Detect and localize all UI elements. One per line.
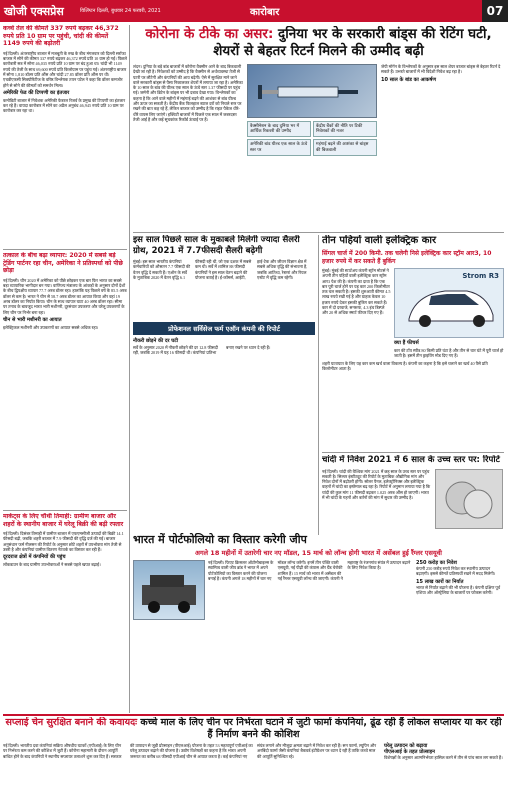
salary-subhead: नौकरी छोड़ने की दर घटी [133,338,179,344]
lead-fact-box: महंगाई बढ़ने की आशंका से बांड्स की बिकवाली [313,139,377,155]
car-photo [394,268,504,338]
pharma-subhead: घरेलू उत्पादन को बढ़ावा [384,743,428,749]
divider [322,452,504,453]
gold-headline: कच्चे तेल की कीमतें 337 रुपये बढ़कर 46,372 रुपये प्रति 10 ग्राम पर पहुंची, चांदी की कीमतें 1149 रुपये की बढ़ोतरी [3,25,119,48]
jeep-body-2: कंपनी 250 करोड़ रुपये निवेश कर स्थानीय उत्पादन बढ़ाएगी। इससे कीमतें प्रतिस्पर्धी रखने में मदद मिलेगी। [416,566,496,577]
fmcg-body-2: लॉकडाउन के बाद ग्रामीण उपभोक्ताओं ने सबसे पहले खपत बढ़ाई। [3,562,101,568]
divider [3,510,127,511]
salary-banner: प्रोफेशनल सर्विसेज फर्म एऑन कंपनी की रिपोर्ट [133,322,315,335]
vaccine-syringe-icon [248,65,378,119]
ev-features-subhead: क्या हैं फीचर्स [394,340,419,346]
jeep-subhead-export: 15 लाख कारों का निर्यात [416,578,464,585]
trade-story [3,252,127,508]
column-rule [129,25,130,713]
jeep-story [133,533,504,711]
pharma-headline-main: कच्चे माल के लिए चीन पर निर्भरता घटाने में जुटी फार्मा कंपनियां, ढूंढ रही हैं लोकल सप्लायर या कर रही हैं निर्माण बनने की कोशिश [140,717,502,740]
pharma-headline-kicker: सप्लाई चेन सुरक्षित बनाने की कवायदः [5,717,138,728]
jeep-subhead: अगले 18 महीनों में उतारेगी चार नए मॉडल, 15 मार्च को लॉन्च होगी भारत में असेंबल हुई रैंग्लर एसयूवी [195,549,442,557]
pharma-headline [3,717,504,740]
jeep-photo [133,560,205,620]
jeep-body-3: भारत से निर्यात बढ़ाने की भी योजना है। कंपनी दक्षिण पूर्व एशिया और ऑस्ट्रेलिया के बाजारों पर फोकस करेगी। [416,584,501,595]
salary-story [133,235,315,395]
jeep-headline: भारत में पोर्टफोलियो का विस्तार करेगी जीप [133,533,307,546]
gold-story [3,25,127,247]
ev-body-3: शहरी यातायात के लिए यह कार कम खर्च वाला विकल्प है। कंपनी का कहना है कि इसे चलाने का खर्च 40 पैसे प्रति किलोमीटर आता है। [322,360,488,371]
lead-illustration [247,64,377,118]
silver-coins-photo [435,469,503,529]
salary-body-2: सर्वे के अनुसार 2020 में नौकरी छोड़ने की दर 12.8 फीसदी रही, जबकि 2019 में यह 16 फीसदी थी। कंपनियां प्रतिभा बनाए रखने पर ध्यान दे रही हैं। [133,345,271,356]
lead-headline [133,26,504,60]
edition-date: विलिंग्टन दिल्ली, बुधवार 24 फरवरी, 2021 [80,8,161,14]
lead-fact-box: वैक्सीनेशन के बाद दुनिया भर में आर्थिक रिकवरी की उम्मीद [247,121,311,137]
lead-fact-box: अमेरिकी बांड यील्ड एक साल के ऊंचे स्तर पर [247,139,311,155]
lead-body-2: जेपी मॉर्गन के विश्लेषकों के अनुसार इस साल शेयर बाजार बांड्स से बेहतर रिटर्न दे सकते हैं। उभरते बाजारों में भी विदेशी निवेश बढ़ रहा है। [381,64,501,75]
lead-fact-box: केंद्रीय बैंकों की नीति पर टिकी निवेशकों की नजर [313,121,377,137]
lead-story [133,26,504,230]
fmcg-body: नई दिल्ली। दिसंबर तिमाही में ग्रामीण बाजार में एफएमसीजी उत्पादों की बिक्री 14.1 फीसदी बढ़ी, जबकि शहरी बाजार में 7.9 फीसदी की वृद्धि दर्ज की गई। बाजार अनुसंधान फर्म नीलसन की रिपोर्ट के अनुसार छोटे शहरों में उपभोक्ता मांग तेजी से उबरी है और कंपनियां ग्रामीण वितरण नेटवर्क का विस्तार कर रही हैं। [3,531,124,553]
jeep-suv-icon [134,561,206,621]
divider [3,714,504,716]
fmcg-subhead: दूरदराज क्षेत्रों में कंपनियों की पहुंच [3,554,66,561]
trade-subhead: चीन से भारी मशीनरी का आयात [3,316,62,323]
ev-body-2: कार की टॉप स्पीड 80 किमी प्रति घंटा है और तीन से चार घंटे में पूरी चार्ज हो जाती है। इसमें तीन ड्राइविंग मोड दिए गए हैं। [394,348,504,359]
divider [133,232,504,233]
gold-body-2: कमोडिटी बाजार में निवेशक अमेरिकी फेडरल रिजर्व के प्रमुख की टिप्पणी का इंतजार कर रहे हैं। वायदा कारोबार में सोने का अप्रैल अनुबंध 46,945 रुपये प्रति 10 ग्राम पर कारोबार कर रहा था। [3,97,126,114]
pharma-body: नई दिल्ली। भारतीय दवा कंपनियां सक्रिय औषधीय घटकों (एपीआई) के लिए चीन पर निर्भरता कम करने की कोशिश में जुटी हैं। कोरोना महामारी के दौरान आपूर्ति बाधित होने के बाद कंपनियों ने स्थानीय सप्लायर तलाशने शुरू कर दिए हैं। सरकार की उत्पादन से जुड़ी प्रोत्साहन (पीएलआई) योजना के तहत 53 महत्वपूर्ण एपीआई का घरेलू उत्पादन बढ़ाने की योजना है। उद्योग विशेषज्ञों का कहना है कि भारत अपनी जरूरत का करीब 68 फीसदी एपीआई चीन से आयात करता है। कई कंपनियां नए संयंत्र लगाने और मौजूदा क्षमता बढ़ाने में निवेश कर रही हैं। सन फार्मा, ल्यूपिन और अरबिंदो फार्मा जैसी कंपनियां बैकवर्ड इंटीग्रेशन पर ध्यान दे रही हैं ताकि कच्चे माल की आपूर्ति सुनिश्चित रहे। [3,743,377,759]
pharma-body-2: विशेषज्ञों के अनुसार आत्मनिर्भरता हासिल करने में तीन से पांच साल लग सकते हैं। [384,755,503,760]
pharma-subhead-2: पीएलआई के तहत प्रोत्साहन [384,749,435,755]
fmcg-story [3,513,127,713]
lead-subhead: 10 साल के बांड का आकर्षण [381,76,436,83]
jeep-body: नई दिल्ली। फिएट क्रिसलर ऑटोमोबाइल्स के स्वामित्व वाली जीप ब्रांड ने भारत में अपने पोर्टफोलियो का विस्तार करने की योजना बनाई है। कंपनी अगले 18 महीनों में चार नए मॉडल लॉन्च करेगी। इनमें तीन पंक्ति वाली एसयूवी, नई पीढ़ी की कंपास और ग्रैंड चेरोकी शामिल हैं। 15 मार्च को भारत में असेंबल की गई रैंग्लर एसयूवी लॉन्च की जाएगी। कंपनी ने महाराष्ट्र के रंजनगांव संयंत्र में उत्पादन बढ़ाने के लिए निवेश किया है। [208,560,411,581]
ev-subhead: सिंगल चार्ज में 200 किमी. तक चलेगी निसे इलेक्ट्रिक कार स्ट्रॉम आर3, 10 हजार रुपये में कर सकते हैं बुकिंग [322,250,492,265]
column-rule [318,235,319,535]
trade-body-2: इलेक्ट्रिकल मशीनरी और उपकरणों का आयात सबसे अधिक रहा। [3,324,99,330]
divider [3,249,127,250]
ev-story [322,235,504,450]
salary-headline: इस साल पिछले साल के मुकाबले मिलेगी ज्यादा सैलरी ग्रोथ, 2021 में 7.7फीसदी सैलरी बढ़ेगी [133,235,300,256]
lead-headline-main: दुनिया भर के सरकारी बांड्स की रेटिंग घटी, शेयरों से बेहतर रिटर्न मिलने की उम्मीद बढ़ी [213,26,492,59]
silver-body: नई दिल्ली। चांदी की वैश्विक मांग 2021 में छह साल के उच्च स्तर पर पहुंच सकती है। सिल्वर इंस्टीट्यूट की रिपोर्ट के मुताबिक औद्योगिक मांग और निवेश दोनों में बढ़ोतरी होगी। सोलर पैनल, इलेक्ट्रॉनिक्स और इलेक्ट्रिक वाहनों में चांदी का इस्तेमाल बढ़ रहा है। रिपोर्ट में अनुमान लगाया गया है कि चांदी की कुल मांग 11 फीसदी बढ़कर 1.025 अरब औंस हो जाएगी। भारत में भी चांदी के गहनों और बर्तनों की मांग में सुधार की उम्मीद है। [322,468,431,500]
silver-coins-icon [436,470,504,530]
gold-subhead: अमेरिकी फेड की टिप्पणी का इंतजार [3,89,70,96]
trade-headline: तत्काल के बीच बढ़ा व्यापार: 2020 में सबसे बड़े ट्रेडिंग पार्टनर रहा चीन, अमेरिका ने प्रतिस्पर्धा को पीछे छोड़ा [3,252,123,275]
gold-body: नई दिल्ली। अंतरराष्ट्रीय बाजार में मजबूती के रुख के बीच मंगलवार को दिल्ली सर्राफा बाजार में सोने की कीमत 337 रुपये बढ़कर 46,372 रुपये प्रति 10 ग्राम हो गई। पिछले कारोबारी सत्र में सोना 46,035 रुपये प्रति 10 ग्राम पर बंद हुआ था। चांदी भी 1149 रुपये की तेजी के साथ 69,600 रुपये प्रति किलोग्राम पर पहुंच गई। अंतरराष्ट्रीय बाजार में सोना 1,810 डॉलर प्रति औंस और चांदी 27.85 डॉलर प्रति औंस पर थी। एचडीएफसी सिक्योरिटीज के वरिष्ठ विश्लेषक तपन पटेल ने कहा कि डॉलर कमजोर होने से सोने की कीमतों को समर्थन मिला। [3,50,127,88]
masthead [0,0,508,22]
trade-body: नई दिल्ली। चीन 2020 में अमेरिका को पीछे छोड़कर एक बार फिर भारत का सबसे बड़ा व्यापारिक भागीदार बन गया। वाणिज्य मंत्रालय के आंकड़ों के अनुसार दोनों देशों के बीच द्विपक्षीय व्यापार 77.7 अरब डॉलर रहा। हालांकि यह पिछले वर्ष के 85.5 अरब डॉलर से कम है। भारत ने चीन से 58.7 अरब डॉलर का आयात किया और वहां 19 अरब डॉलर का निर्यात किया। चीन के साथ व्यापार घाटा 40 अरब डॉलर रहा। सीमा पर तनाव के बावजूद भारत भारी मशीनरी, दूरसंचार उपकरण और घरेलू उपकरणों के लिए चीन पर निर्भर बना रहा। [3,277,127,315]
newspaper-logo: खोजी एक्सप्रेस [4,4,64,18]
ev-headline: तीन पहियों वाली इलेक्ट्रिक कार [322,235,437,246]
fmcg-headline: मार्केट्स के लिए चौथी तिमाही: ग्रामीण बाजार और शहरों के स्थानीय बाजार में घरेलू बिक्री की बढ़ी रफ्तार [3,513,124,528]
lead-headline-kicker: कोरोना के टीके का असर: [145,26,274,42]
ev-body: मुंबई। मुंबई की स्टार्टअप कंपनी स्ट्रॉम मोटर्स ने अपनी तीन पहियों वाली इलेक्ट्रिक कार स्ट्रॉम आर3 पेश की है। कंपनी का दावा है कि एक बार पूरी चार्ज होने पर यह कार 200 किलोमीटर तक चल सकती है। इसकी शुरुआती कीमत 4.5 लाख रुपये रखी गई है और ग्राहक केवल 10 हजार रुपये देकर इसकी बुकिंग कर सकते हैं। कार में दो दरवाजे, सनरूफ, 4.3 इंच डिस्प्ले और 20 से अधिक स्मार्ट फीचर दिए गए हैं। [322,268,391,316]
section-title: कारोबार [250,7,280,18]
salary-body: मुंबई। इस साल भारतीय कंपनियां कर्मचारियों को औसतन 7.7 फीसदी की वेतन वृद्धि दे सकती हैं। एऑन के सर्वे के मुताबिक 2020 में वेतन वृद्धि 6.1 फीसदी रही थी, जो एक दशक में सबसे कम थी। सर्वे में शामिल 88 फीसदी कंपनियों ने इस साल वेतन बढ़ाने की योजना बताई है। ई-कॉमर्स, आईटी, हाई-टेक और जीवन विज्ञान क्षेत्र में सबसे अधिक वृद्धि की संभावना है, जबकि आतिथ्य, रेस्तरां और रियल एस्टेट में वृद्धि कम रहेगी। [133,259,308,280]
lead-body: लंदन। दुनिया के बड़े बांड बाजारों में कोरोना वैक्सीन आने के बाद बिकवाली देखी जा रही है। निवेशकों को उम्मीद है कि वैक्सीन से अर्थव्यवस्था तेजी से पटरी पर लौटेगी और कंपनियों की आय बढ़ेगी। ऐसे में सुरक्षित माने जाने वाले सरकारी बांड्स से पैसा निकालकर शेयरों में लगाया जा रहा है। अमेरिका के 10 साल के बांड की यील्ड एक साल के ऊंचे स्तर 1.37 फीसदी पर पहुंच गई। जर्मनी और ब्रिटेन के बांड्स पर भी दबाव देखा गया। विश्लेषकों का कहना है कि आने वाले महीनों में महंगाई बढ़ने की आशंका से बांड यील्ड और ऊपर जा सकती है। केंद्रीय बैंक फिलहाल ब्याज दरों को निचले स्तर पर रखने की बात कह रहे हैं, लेकिन बाजार को उम्मीद है कि राहत पैकेज धीरे-धीरे वापस लिए जाएंगे। इक्विटी बाजारों में पिछले एक साल में जबरदस्त तेजी आई है और कई सूचकांक रिकॉर्ड ऊंचाई पर हैं। [133,64,243,122]
pharma-story [3,717,504,799]
silver-headline: चांदी में निवेश 2021 में 6 साल के उच्च स्तर पर: रिपोर्ट [322,455,500,465]
page-number: 07 [482,0,508,22]
car-brand-label: Strom R3 [462,272,499,280]
jeep-subhead-investment: 250 करोड़ का निवेश [416,560,457,566]
